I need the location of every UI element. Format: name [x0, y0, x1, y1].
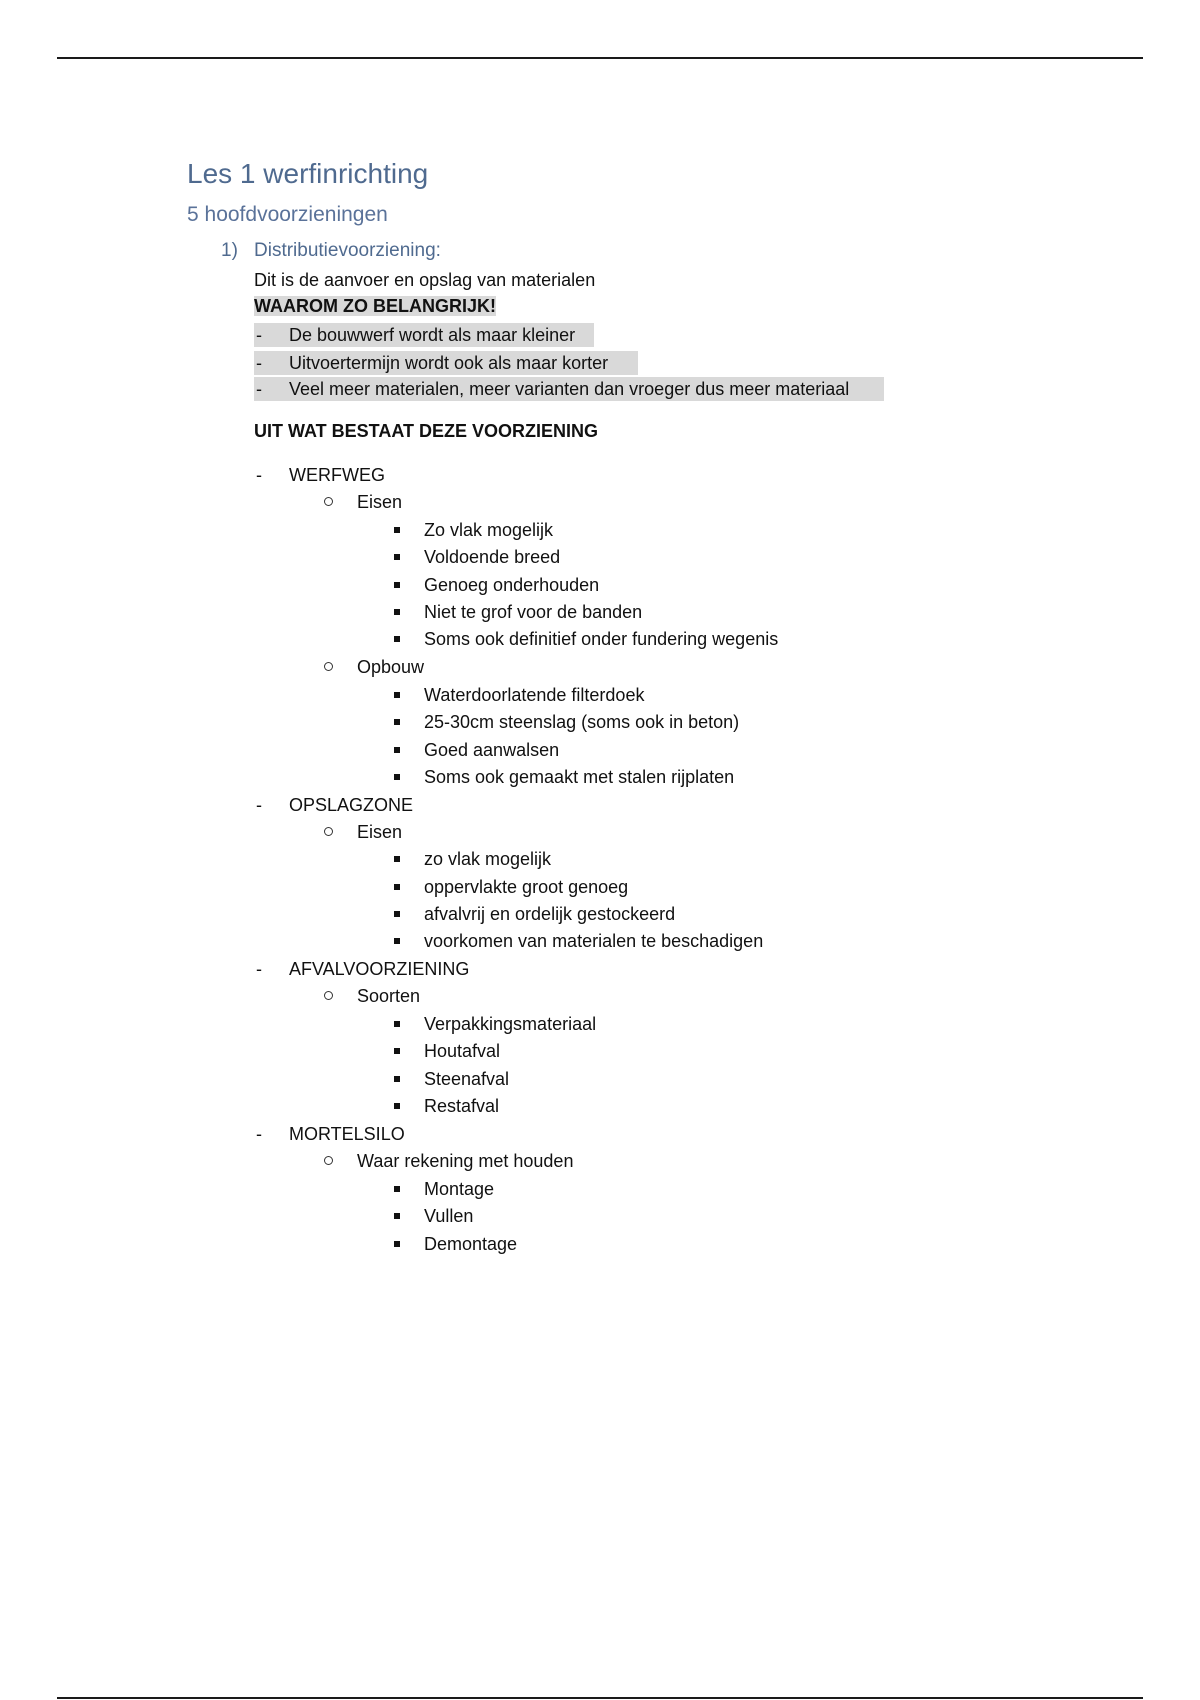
square-bullet-icon	[394, 1186, 400, 1192]
why-item: Veel meer materialen, meer varianten dan vroeger dus meer materiaal	[289, 379, 850, 399]
list-item: Soms ook gemaakt met stalen rijplaten	[424, 767, 735, 787]
square-bullet-icon	[394, 527, 400, 533]
list-item: Zo vlak mogelijk	[424, 520, 554, 540]
list-item: Niet te grof voor de banden	[424, 602, 643, 622]
square-bullet-icon	[394, 1076, 400, 1082]
dash-marker: -	[256, 325, 262, 345]
list-item: Vullen	[424, 1206, 474, 1226]
list-item: Genoeg onderhouden	[424, 575, 600, 595]
list-item: zo vlak mogelijk	[424, 849, 552, 869]
sub-name: Waar rekening met houden	[357, 1151, 574, 1171]
page-title: Les 1 werfinrichting	[187, 158, 429, 189]
square-bullet-icon	[394, 1103, 400, 1109]
list-item: Waterdoorlatende filterdoek	[424, 685, 645, 705]
list-item: Houtafval	[424, 1041, 501, 1061]
consists-heading: UIT WAT BESTAAT DEZE VOORZIENING	[254, 421, 598, 441]
list-item: Demontage	[424, 1234, 518, 1254]
square-bullet-icon	[394, 884, 400, 890]
square-bullet-icon	[394, 774, 400, 780]
why-heading	[254, 294, 496, 318]
square-bullet-icon	[394, 856, 400, 862]
dash-marker: -	[256, 353, 262, 373]
list-item: afvalvrij en ordelijk gestockeerd	[424, 904, 676, 924]
list-item: Voldoende breed	[424, 547, 561, 567]
dash-marker: -	[256, 1124, 262, 1144]
square-bullet-icon	[394, 692, 400, 698]
square-bullet-icon	[394, 719, 400, 725]
section-title: Distributievoorziening:	[254, 240, 441, 261]
square-bullet-icon	[394, 1241, 400, 1247]
sub-name: Opbouw	[357, 657, 425, 677]
list-item: Soms ook definitief onder fundering wegenis	[424, 629, 779, 649]
square-bullet-icon	[394, 938, 400, 944]
footer-rule	[57, 1697, 1143, 1699]
square-bullet-icon	[394, 636, 400, 642]
list-item: 25-30cm steenslag (soms ook in beton)	[424, 712, 740, 732]
sub-name: Soorten	[357, 986, 421, 1006]
list-item: oppervlakte groot genoeg	[424, 877, 629, 897]
dash-marker: -	[256, 465, 262, 485]
square-bullet-icon	[394, 911, 400, 917]
square-bullet-icon	[394, 747, 400, 753]
sub-name: Eisen	[357, 822, 403, 842]
group-name: MORTELSILO	[289, 1124, 405, 1144]
circle-bullet-icon	[324, 1156, 333, 1165]
header-rule	[57, 57, 1143, 59]
dash-marker: -	[256, 795, 262, 815]
square-bullet-icon	[394, 1048, 400, 1054]
why-heading-text: WAAROM ZO BELANGRIJK!	[254, 296, 496, 316]
square-bullet-icon	[394, 609, 400, 615]
circle-bullet-icon	[324, 497, 333, 506]
group-name: AFVALVOORZIENING	[289, 959, 470, 979]
page-subtitle: 5 hoofdvoorzieningen	[187, 203, 388, 226]
list-item: Steenafval	[424, 1069, 510, 1089]
dash-marker: -	[256, 379, 262, 399]
group-name: OPSLAGZONE	[289, 795, 414, 815]
list-item: voorkomen van materialen te beschadigen	[424, 931, 764, 951]
section-number: 1)	[221, 240, 238, 261]
sub-name: Eisen	[357, 492, 403, 512]
square-bullet-icon	[394, 1213, 400, 1219]
circle-bullet-icon	[324, 827, 333, 836]
intro-text: Dit is de aanvoer en opslag van materialen	[254, 270, 596, 290]
list-item: Restafval	[424, 1096, 500, 1116]
circle-bullet-icon	[324, 991, 333, 1000]
why-item: De bouwwerf wordt als maar kleiner	[289, 325, 576, 345]
dash-marker: -	[256, 959, 262, 979]
list-item: Verpakkingsmateriaal	[424, 1014, 597, 1034]
square-bullet-icon	[394, 582, 400, 588]
square-bullet-icon	[394, 1021, 400, 1027]
group-name: WERFWEG	[289, 465, 385, 485]
why-item: Uitvoertermijn wordt ook als maar korter	[289, 353, 609, 373]
list-item: Goed aanwalsen	[424, 740, 560, 760]
circle-bullet-icon	[324, 662, 333, 671]
list-item: Montage	[424, 1179, 495, 1199]
square-bullet-icon	[394, 554, 400, 560]
